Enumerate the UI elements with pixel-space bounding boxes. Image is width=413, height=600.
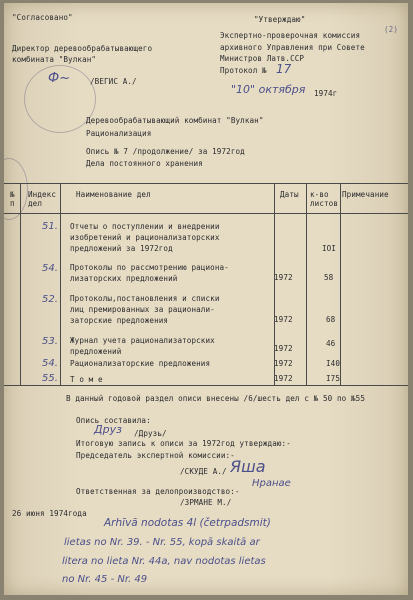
table-row-name-line: лиц премированных за рационали- (70, 305, 215, 314)
protocol-label: Протокол № (220, 66, 267, 75)
col-divider-1 (20, 183, 21, 385)
compiled-name: /Друзь/ (134, 429, 167, 438)
col-divider-4 (306, 183, 307, 385)
header-col-dates: Даты (280, 190, 299, 199)
protocol-date: "10" октября (231, 83, 306, 96)
date-line: 26 июня 1974года (12, 509, 87, 518)
protocol-number: 17 (276, 62, 292, 76)
table-bottom-rule (4, 385, 408, 386)
approved-left-sign: /ВЕГИС А./ (90, 77, 137, 86)
approved-left-line2: комбината "Вулкан" (12, 55, 97, 64)
table-row-count: 46 (326, 339, 336, 348)
table-row-index: 55. (42, 373, 58, 384)
title-line2: Рационализация (86, 129, 152, 138)
approved-right-line1: Экспертно-проверочная комиссия (220, 31, 361, 40)
table-row-name-line: предложений за 1972год (70, 244, 173, 253)
header-col-name: Наименование дел (76, 190, 151, 199)
table-row-date: 1972 (274, 359, 293, 368)
title-line3: Опись № 7 /продолжение/ за 1972год (86, 147, 245, 156)
chairman-label: Председатель экспертной комиссии:- (76, 451, 235, 460)
table-row-name-line: Протоколы,постановления и списки (70, 294, 220, 303)
table-header-rule (4, 213, 408, 214)
round-stamp-2 (4, 158, 28, 220)
table-row-name-line: Т о м е (70, 375, 103, 384)
approved-right-line2: архивного Управления при Совете (220, 43, 365, 52)
table-row-count: I75 (326, 374, 341, 383)
table-row-index: 52. (42, 294, 58, 305)
protocol-year: 1974г (314, 89, 338, 98)
header-col-count: к-во листов (310, 190, 339, 208)
approved-right-line3: Министров Латв.ССР (220, 54, 305, 63)
table-row-name-line: лизаторских предложений (70, 274, 178, 283)
table-row-index: 54. (42, 263, 58, 274)
responsible-signature: Нранае (252, 478, 291, 489)
final-record: Итоговую запись к описи за 1972год утверждаю:- (76, 439, 291, 448)
header-col-note: Примечание (342, 190, 389, 199)
approved-right-title: "Утверждаю" (254, 15, 306, 24)
header-col-index: Индекс дел (28, 190, 57, 208)
table-row-date: 1972 (274, 273, 293, 282)
handwritten-note-line1: Arhīvā nodotas 4l (četrpadsmit) (104, 517, 271, 529)
table-row-index: 54. (42, 358, 58, 369)
title-line1: Деревообрабатывающий комбинат "Вулкан" (86, 116, 264, 125)
compiled-label: Опись составила: (76, 416, 151, 425)
approved-left-line1: Директор деревообрабатывающего (12, 44, 153, 53)
table-row-index: 53. (42, 336, 58, 347)
table-row-count: IOI (322, 244, 337, 253)
document-page (4, 3, 408, 595)
table-row-name-line: Рационализаторские предложения (70, 359, 211, 368)
table-row-name-line: заторские предложения (70, 316, 169, 325)
table-row-count: 68 (326, 315, 336, 324)
col-divider-2 (60, 183, 61, 385)
table-row-date: 1972 (274, 315, 293, 324)
responsible-label: Ответственная за делопроизводство:- (76, 487, 240, 496)
table-row-index: 51. (42, 221, 58, 232)
table-row-count: I40 (326, 359, 341, 368)
chairman-signature: Яша (230, 457, 266, 476)
table-row-name-line: изобретений и рационализаторских (70, 233, 220, 242)
approved-left-title: "Согласовано" (12, 13, 73, 22)
handwritten-note-line2: lietas no Nr. 39. - Nr. 55, kopā skaitā ar (64, 537, 260, 548)
summary-line: В данный годовой раздел описи внесены /6/шесть дел с № 50 по №55 (66, 394, 365, 403)
compiler-signature: Друз (94, 423, 122, 436)
table-row-date: 1972 (274, 344, 293, 353)
table-row-date: 1972 (274, 374, 293, 383)
table-row-count: 58 (324, 273, 334, 282)
header-col-num: № п (10, 190, 15, 208)
title-line4: Дела постоянного хранения (86, 159, 203, 168)
handwritten-note-line3: litera no lieta Nr. 44a, nav nodotas lietas (62, 556, 266, 567)
responsible-name: /ЗРМАНЕ М./ (180, 498, 232, 507)
table-row-name-line: предложений (70, 347, 122, 356)
table-row-name-line: Журнал учета рационализаторских (70, 336, 215, 345)
table-row-name-line: Отчеты о поступлении и внедрении (70, 222, 220, 231)
handwritten-note-line4: no Nr. 45 - Nr. 49 (62, 574, 148, 585)
page-mark: (2) (384, 25, 399, 34)
col-divider-3 (274, 183, 275, 385)
table-top-rule (4, 183, 408, 184)
director-signature: Ф~ (48, 71, 71, 86)
col-divider-5 (340, 183, 341, 385)
chairman-name: /СКУДЕ А./ (180, 467, 227, 476)
table-row-name-line: Протоколы по рассмотрению рациона- (70, 263, 229, 272)
